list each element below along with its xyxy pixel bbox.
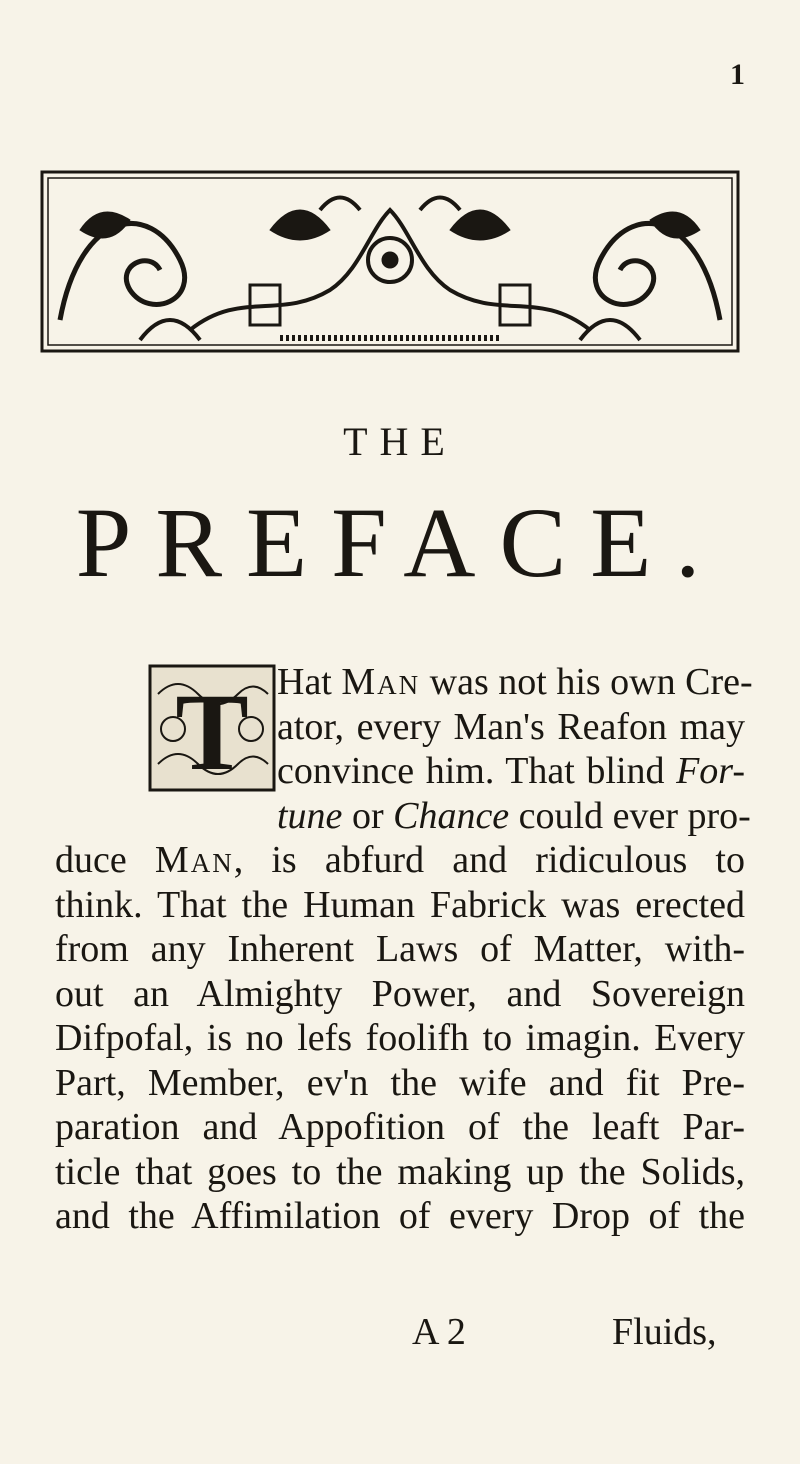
text-line [55, 1150, 745, 1195]
text-run: Chance [393, 794, 510, 837]
preface-title: PREFACE. [75, 487, 725, 598]
text-run: Man [341, 661, 421, 703]
text-run: convince him. That blind [277, 750, 677, 792]
text-line [55, 660, 753, 705]
text-run: or [342, 794, 394, 837]
text-line [55, 1061, 745, 1106]
text-run: Difpofal, is no lefs foolifh to imagin. Every [55, 1017, 745, 1059]
text-run: , is abfurd and ridiculous to [233, 839, 745, 881]
text-run: could ever pro- [509, 794, 751, 837]
text-line [55, 972, 745, 1017]
text-line [55, 1016, 745, 1061]
text-line [55, 1194, 745, 1239]
text-run: out an Almighty Power, and Sovereign [55, 972, 745, 1015]
text-run: ator, every Man's Reafon may [277, 705, 745, 748]
text-run: from any Inherent Laws of Matter, with- [55, 928, 745, 970]
text-run: was not his own Cre- [420, 661, 753, 703]
page-number: 1 [730, 58, 745, 91]
drop-cap-letter: T [175, 671, 249, 792]
text-run: Part, Member, ev'n the wife and fit Pre- [55, 1061, 745, 1104]
catchword: Fluids, [612, 1311, 717, 1353]
page-footer [0, 1310, 800, 1360]
text-line [55, 705, 745, 750]
text-run: tune [277, 794, 343, 837]
signature-mark: A 2 [412, 1311, 466, 1353]
text-run: For- [676, 750, 745, 792]
text-run: duce [55, 839, 155, 881]
text-line [55, 883, 745, 928]
heading-the: THE [343, 419, 457, 464]
preface-body-text [55, 660, 753, 1239]
text-line [55, 927, 745, 972]
text-line [55, 794, 751, 839]
text-run: Hat [277, 661, 342, 703]
text-run: Man [154, 839, 234, 881]
text-line [55, 838, 745, 883]
text-line [55, 1105, 745, 1150]
headpiece-ornament [40, 170, 740, 353]
text-run: think. That the Human Fabrick was erected [55, 883, 745, 926]
text-run: and the Affimilation of every Drop of the [55, 1195, 745, 1237]
text-run: ticle that goes to the making up the Solids, [55, 1150, 745, 1193]
text-run: paration and Appofition of the leaft Par- [55, 1106, 745, 1148]
text-line [55, 749, 745, 794]
